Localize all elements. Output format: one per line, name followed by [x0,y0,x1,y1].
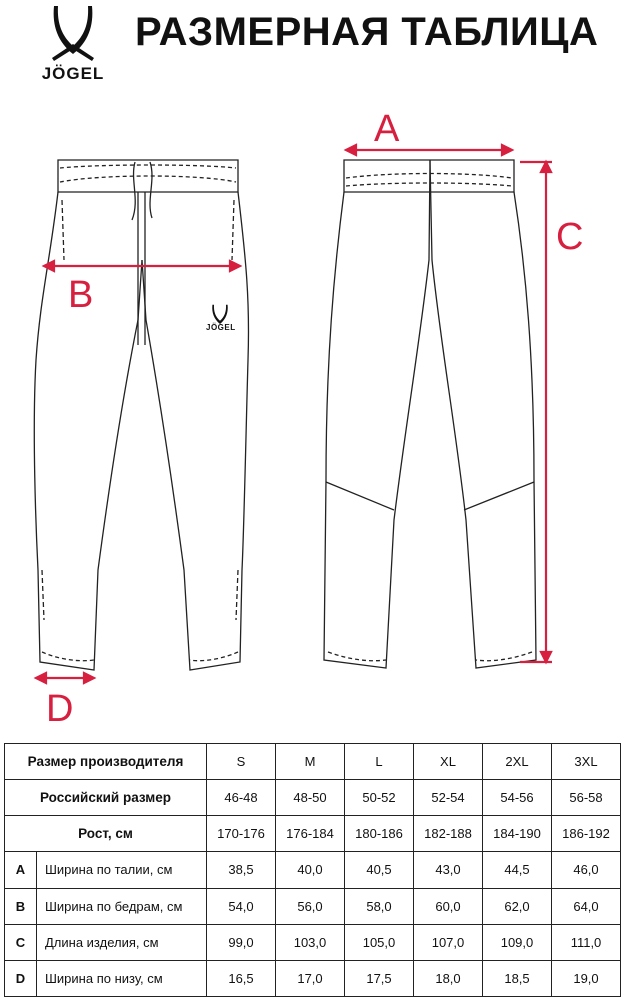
table-row [5,960,621,996]
table-cell: 186-192 [552,816,621,852]
table-cell: 18,5 [483,960,552,996]
size-header: M [276,744,345,780]
table-cell: 184-190 [483,816,552,852]
table-row [5,852,621,888]
table-cell: 38,5 [207,852,276,888]
table-cell: 170-176 [207,816,276,852]
table-cell: 60,0 [414,888,483,924]
back-left-leg [324,160,430,668]
table-cell: 62,0 [483,888,552,924]
table-cell: 103,0 [276,924,345,960]
size-header: XL [414,744,483,780]
table-row [5,744,621,780]
table-cell: 107,0 [414,924,483,960]
brand-name: JÖGEL [41,64,105,83]
table-cell: 99,0 [207,924,276,960]
size-header: L [345,744,414,780]
header [0,0,624,100]
table-cell: 17,5 [345,960,414,996]
row-letter: A [5,852,37,888]
table-cell: 50-52 [345,780,414,816]
table-row [5,816,621,852]
jogel-emblem-icon [48,4,98,62]
size-table [4,743,621,997]
garment-drawing [0,100,624,740]
row-description: Ширина по низу, см [37,960,207,996]
dimension-d-label: D [46,688,74,730]
brand-logo [30,4,116,88]
table-cell: 17,0 [276,960,345,996]
table-cell: 56-58 [552,780,621,816]
row-description: Длина изделия, см [37,924,207,960]
size-header: S [207,744,276,780]
row-description: Ширина по талии, см [37,852,207,888]
pants-brand-mark: JÖGEL [206,323,236,332]
dimension-c-label: C [556,216,584,258]
page-title: РАЗМЕРНАЯ ТАБЛИЦА [135,10,599,54]
table-cell: 64,0 [552,888,621,924]
table-cell: 52-54 [414,780,483,816]
table-cell: 111,0 [552,924,621,960]
dimension-b-label: B [68,274,94,316]
size-header: 3XL [552,744,621,780]
size-header: 2XL [483,744,552,780]
table-cell: 43,0 [414,852,483,888]
table-row [5,780,621,816]
russian-size-label: Российский размер [5,780,207,816]
table-cell: 16,5 [207,960,276,996]
table-cell: 19,0 [552,960,621,996]
table-cell: 54,0 [207,888,276,924]
table-cell: 58,0 [345,888,414,924]
dimension-a-label: A [374,108,400,150]
height-label: Рост, см [5,816,207,852]
table-cell: 105,0 [345,924,414,960]
table-cell: 40,0 [276,852,345,888]
table-row [5,888,621,924]
row-letter: C [5,924,37,960]
table-cell: 46-48 [207,780,276,816]
back-right-leg [430,160,536,668]
table-cell: 46,0 [552,852,621,888]
table-cell: 48-50 [276,780,345,816]
front-waistband [58,160,238,192]
table-cell: 182-188 [414,816,483,852]
table-cell: 56,0 [276,888,345,924]
table-cell: 176-184 [276,816,345,852]
table-cell: 18,0 [414,960,483,996]
row-description: Ширина по бедрам, см [37,888,207,924]
pants-diagram [0,100,624,740]
table-cell: 54-56 [483,780,552,816]
table-cell: 40,5 [345,852,414,888]
table-cell: 44,5 [483,852,552,888]
pants-logo-icon [212,305,227,324]
table-cell: 180-186 [345,816,414,852]
table-row [5,924,621,960]
row-letter: D [5,960,37,996]
manufacturer-size-label: Размер производителя [5,744,207,780]
row-letter: B [5,888,37,924]
table-cell: 109,0 [483,924,552,960]
